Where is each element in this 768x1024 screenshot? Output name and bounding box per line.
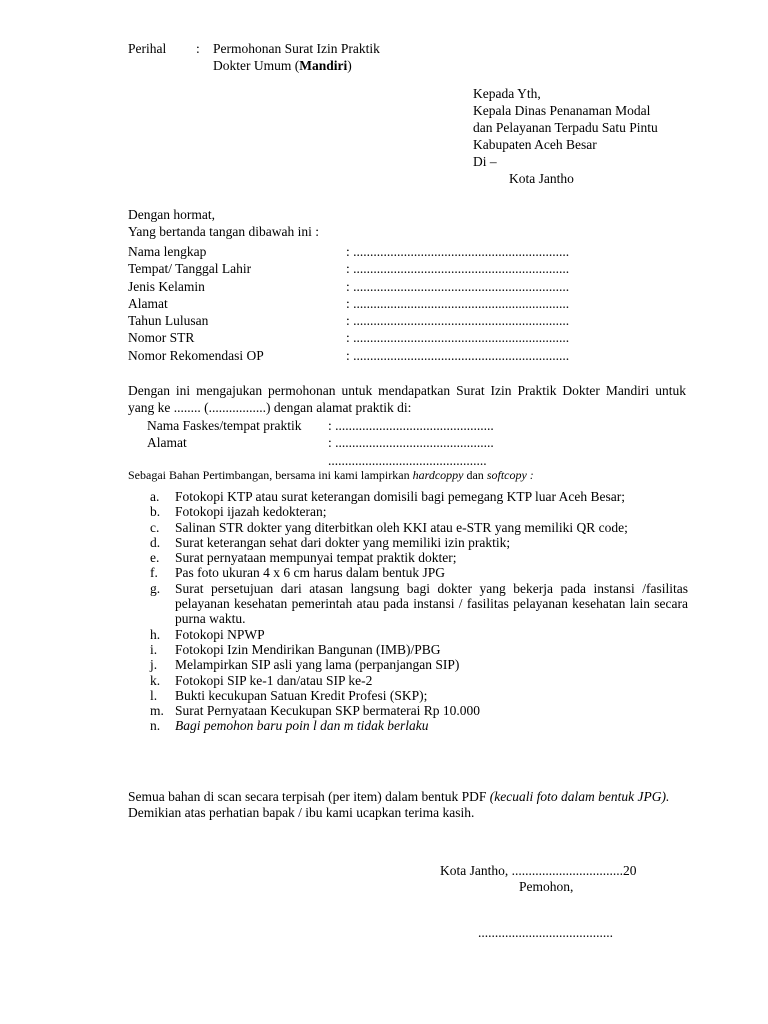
practice-label: Nama Faskes/tempat praktik xyxy=(147,418,302,433)
field-row xyxy=(128,347,648,364)
field-label: Nama lengkap xyxy=(128,244,207,259)
address-line: Di – xyxy=(473,154,497,169)
requirement-item xyxy=(150,657,688,672)
requirement-marker: m. xyxy=(150,703,164,719)
field-value: : ................................................................ xyxy=(346,313,570,329)
requirement-text: Bagi pemohon baru poin l dan m tidak berlaku xyxy=(175,718,429,734)
field-row xyxy=(128,243,648,260)
subject-label: Perihal xyxy=(128,41,167,56)
requirement-marker: g. xyxy=(150,580,161,596)
field-value: : ................................................................ xyxy=(346,278,570,294)
address-line: Kabupaten Aceh Besar xyxy=(473,137,597,152)
greeting-line-2: Yang bertanda tangan dibawah ini : xyxy=(128,224,319,239)
greeting xyxy=(128,206,648,240)
field-value: : ................................................................ xyxy=(346,261,570,277)
attachment-intro-and: dan xyxy=(463,468,487,482)
requirement-text: Fotokopi KTP atau surat keterangan domisili bagi pemegang KTP luar Aceh Besar; xyxy=(175,489,626,504)
field-label: Tempat/ Tanggal Lahir xyxy=(128,261,252,277)
requirement-marker: i. xyxy=(150,641,158,657)
requirement-text: Surat Pernyataan Kecukupan SKP bermaterai Rp 10.000 xyxy=(175,703,481,719)
attachment-intro-hardcopy: hardcoppy xyxy=(412,468,464,482)
subject-line-2 xyxy=(213,57,533,74)
thanks-line: Demikian atas perhatian bapak / ibu kami ucapkan terima kasih. xyxy=(128,804,475,820)
scan-note-text: Semua bahan di scan secara terpisah (per item) dalam bentuk PDF xyxy=(128,789,490,804)
address-line: dan Pelayanan Terpadu Satu Pintu xyxy=(473,120,658,135)
requirement-text: Bukti kecukupan Satuan Kredit Profesi (SKP); xyxy=(175,687,428,703)
requirement-item xyxy=(150,673,688,688)
subject-line-2-suffix: ) xyxy=(347,58,352,73)
subject-line-2-bold: Mandiri xyxy=(299,58,348,73)
requirement-item xyxy=(150,520,688,535)
requirement-marker: j. xyxy=(150,657,158,673)
subject-colon: : xyxy=(196,41,200,56)
requirement-text: Fotokopi ijazah kedokteran; xyxy=(175,504,327,520)
requirement-text: Surat pernyataan mempunyai tempat praktik dokter; xyxy=(175,550,457,566)
requirement-marker: e. xyxy=(150,550,160,566)
requirement-item xyxy=(150,703,688,718)
requirement-marker: d. xyxy=(150,534,161,550)
requirement-text: Surat keterangan sehat dari dokter yang memiliki izin praktik; xyxy=(175,534,511,550)
practice-value: : ............................................... xyxy=(328,435,494,451)
address-line: Kepala Dinas Penanaman Modal xyxy=(473,103,651,118)
subject-line-1: Permohonan Surat Izin Praktik xyxy=(213,41,380,56)
requirement-marker: n. xyxy=(150,718,161,734)
field-value: : ................................................................ xyxy=(346,347,570,363)
practice-value: : ............................................... xyxy=(328,418,494,433)
recipient-address xyxy=(473,85,743,187)
requirement-item xyxy=(150,535,688,550)
greeting-line-1: Dengan hormat, xyxy=(128,207,215,222)
requirement-item xyxy=(150,504,688,519)
requirement-marker: k. xyxy=(150,672,161,688)
closing xyxy=(128,789,688,820)
subject-line-2-prefix: Dokter Umum ( xyxy=(213,58,300,73)
field-row xyxy=(128,295,648,312)
requirement-text: Fotokopi NPWP xyxy=(175,626,265,642)
address-line: Kepada Yth, xyxy=(473,86,541,101)
attachment-intro-text: Sebagai Bahan Pertimbangan, bersama ini kami lampirkan xyxy=(128,468,413,482)
field-value: : ................................................................ xyxy=(346,295,570,311)
field-row xyxy=(128,329,648,346)
requirement-text: Salinan STR dokter yang diterbitkan oleh KKI atau e-STR yang memiliki QR code; xyxy=(175,519,628,535)
applicant-fields xyxy=(128,243,648,364)
signature-line: ........................................ xyxy=(478,925,613,940)
requirement-text: Fotokopi Izin Mendirikan Bangunan (IMB)/PBG xyxy=(175,641,441,657)
requirement-item xyxy=(150,581,688,627)
scan-note-italic: (kecuali foto dalam bentuk JPG). xyxy=(489,789,670,804)
requirement-text: Surat persetujuan dari atasan langsung bagi dokter yang bekerja pada instansi /fasilitas pelayanan kesehatan pemerintah atau pada instansi / fasilitas pelayanan kesehatan lain secara purna waktu. xyxy=(175,580,688,627)
practice-row xyxy=(147,434,667,451)
requirement-item xyxy=(150,489,688,504)
field-label: Nomor STR xyxy=(128,330,195,346)
address-city: Kota Jantho xyxy=(509,171,574,186)
field-row xyxy=(128,260,648,277)
requirement-marker: h. xyxy=(150,626,161,642)
scan-note xyxy=(128,789,688,805)
requirement-text: Melampirkan SIP asli yang lama (perpanjangan SIP) xyxy=(175,657,460,673)
field-row xyxy=(128,278,648,295)
requirement-marker: f. xyxy=(150,565,158,581)
field-label: Nomor Rekomendasi OP xyxy=(128,347,264,363)
subject-value xyxy=(213,40,533,74)
requirement-marker: c. xyxy=(150,519,160,535)
field-value: : ................................................................ xyxy=(346,244,570,259)
requirement-item xyxy=(150,688,688,703)
requirement-marker: a. xyxy=(150,489,160,504)
practice-row xyxy=(147,417,667,434)
place-date: Kota Jantho, .................................20 xyxy=(440,863,637,878)
practice-value: ............................................... xyxy=(328,452,487,468)
applicant-role: Pemohon, xyxy=(519,879,574,894)
requirement-item xyxy=(150,718,688,733)
field-label: Jenis Kelamin xyxy=(128,278,205,294)
requirement-item xyxy=(150,627,688,642)
request-paragraph: Dengan ini mengajukan permohonan untuk mendapatkan Surat Izin Praktik Dokter Mandiri untuk yang ke ........ (.................) dengan alamat praktik di: xyxy=(128,383,686,415)
attachment-intro-softcopy: softcopy : xyxy=(486,468,534,482)
requirement-item xyxy=(150,642,688,657)
requirement-text: Pas foto ukuran 4 x 6 cm harus dalam bentuk JPG xyxy=(175,565,445,581)
field-label: Alamat xyxy=(128,295,168,311)
requirement-marker: l. xyxy=(150,687,158,703)
practice-fields xyxy=(147,417,667,469)
requirement-text: Fotokopi SIP ke-1 dan/atau SIP ke-2 xyxy=(175,672,373,688)
field-value: : ................................................................ xyxy=(346,330,570,346)
field-label: Tahun Lulusan xyxy=(128,313,209,329)
practice-label: Alamat xyxy=(147,435,187,451)
attachment-intro xyxy=(128,467,688,484)
requirement-item xyxy=(150,550,688,565)
requirements-list xyxy=(150,489,688,734)
field-row xyxy=(128,312,648,329)
requirement-item xyxy=(150,565,688,580)
requirement-marker: b. xyxy=(150,504,161,520)
